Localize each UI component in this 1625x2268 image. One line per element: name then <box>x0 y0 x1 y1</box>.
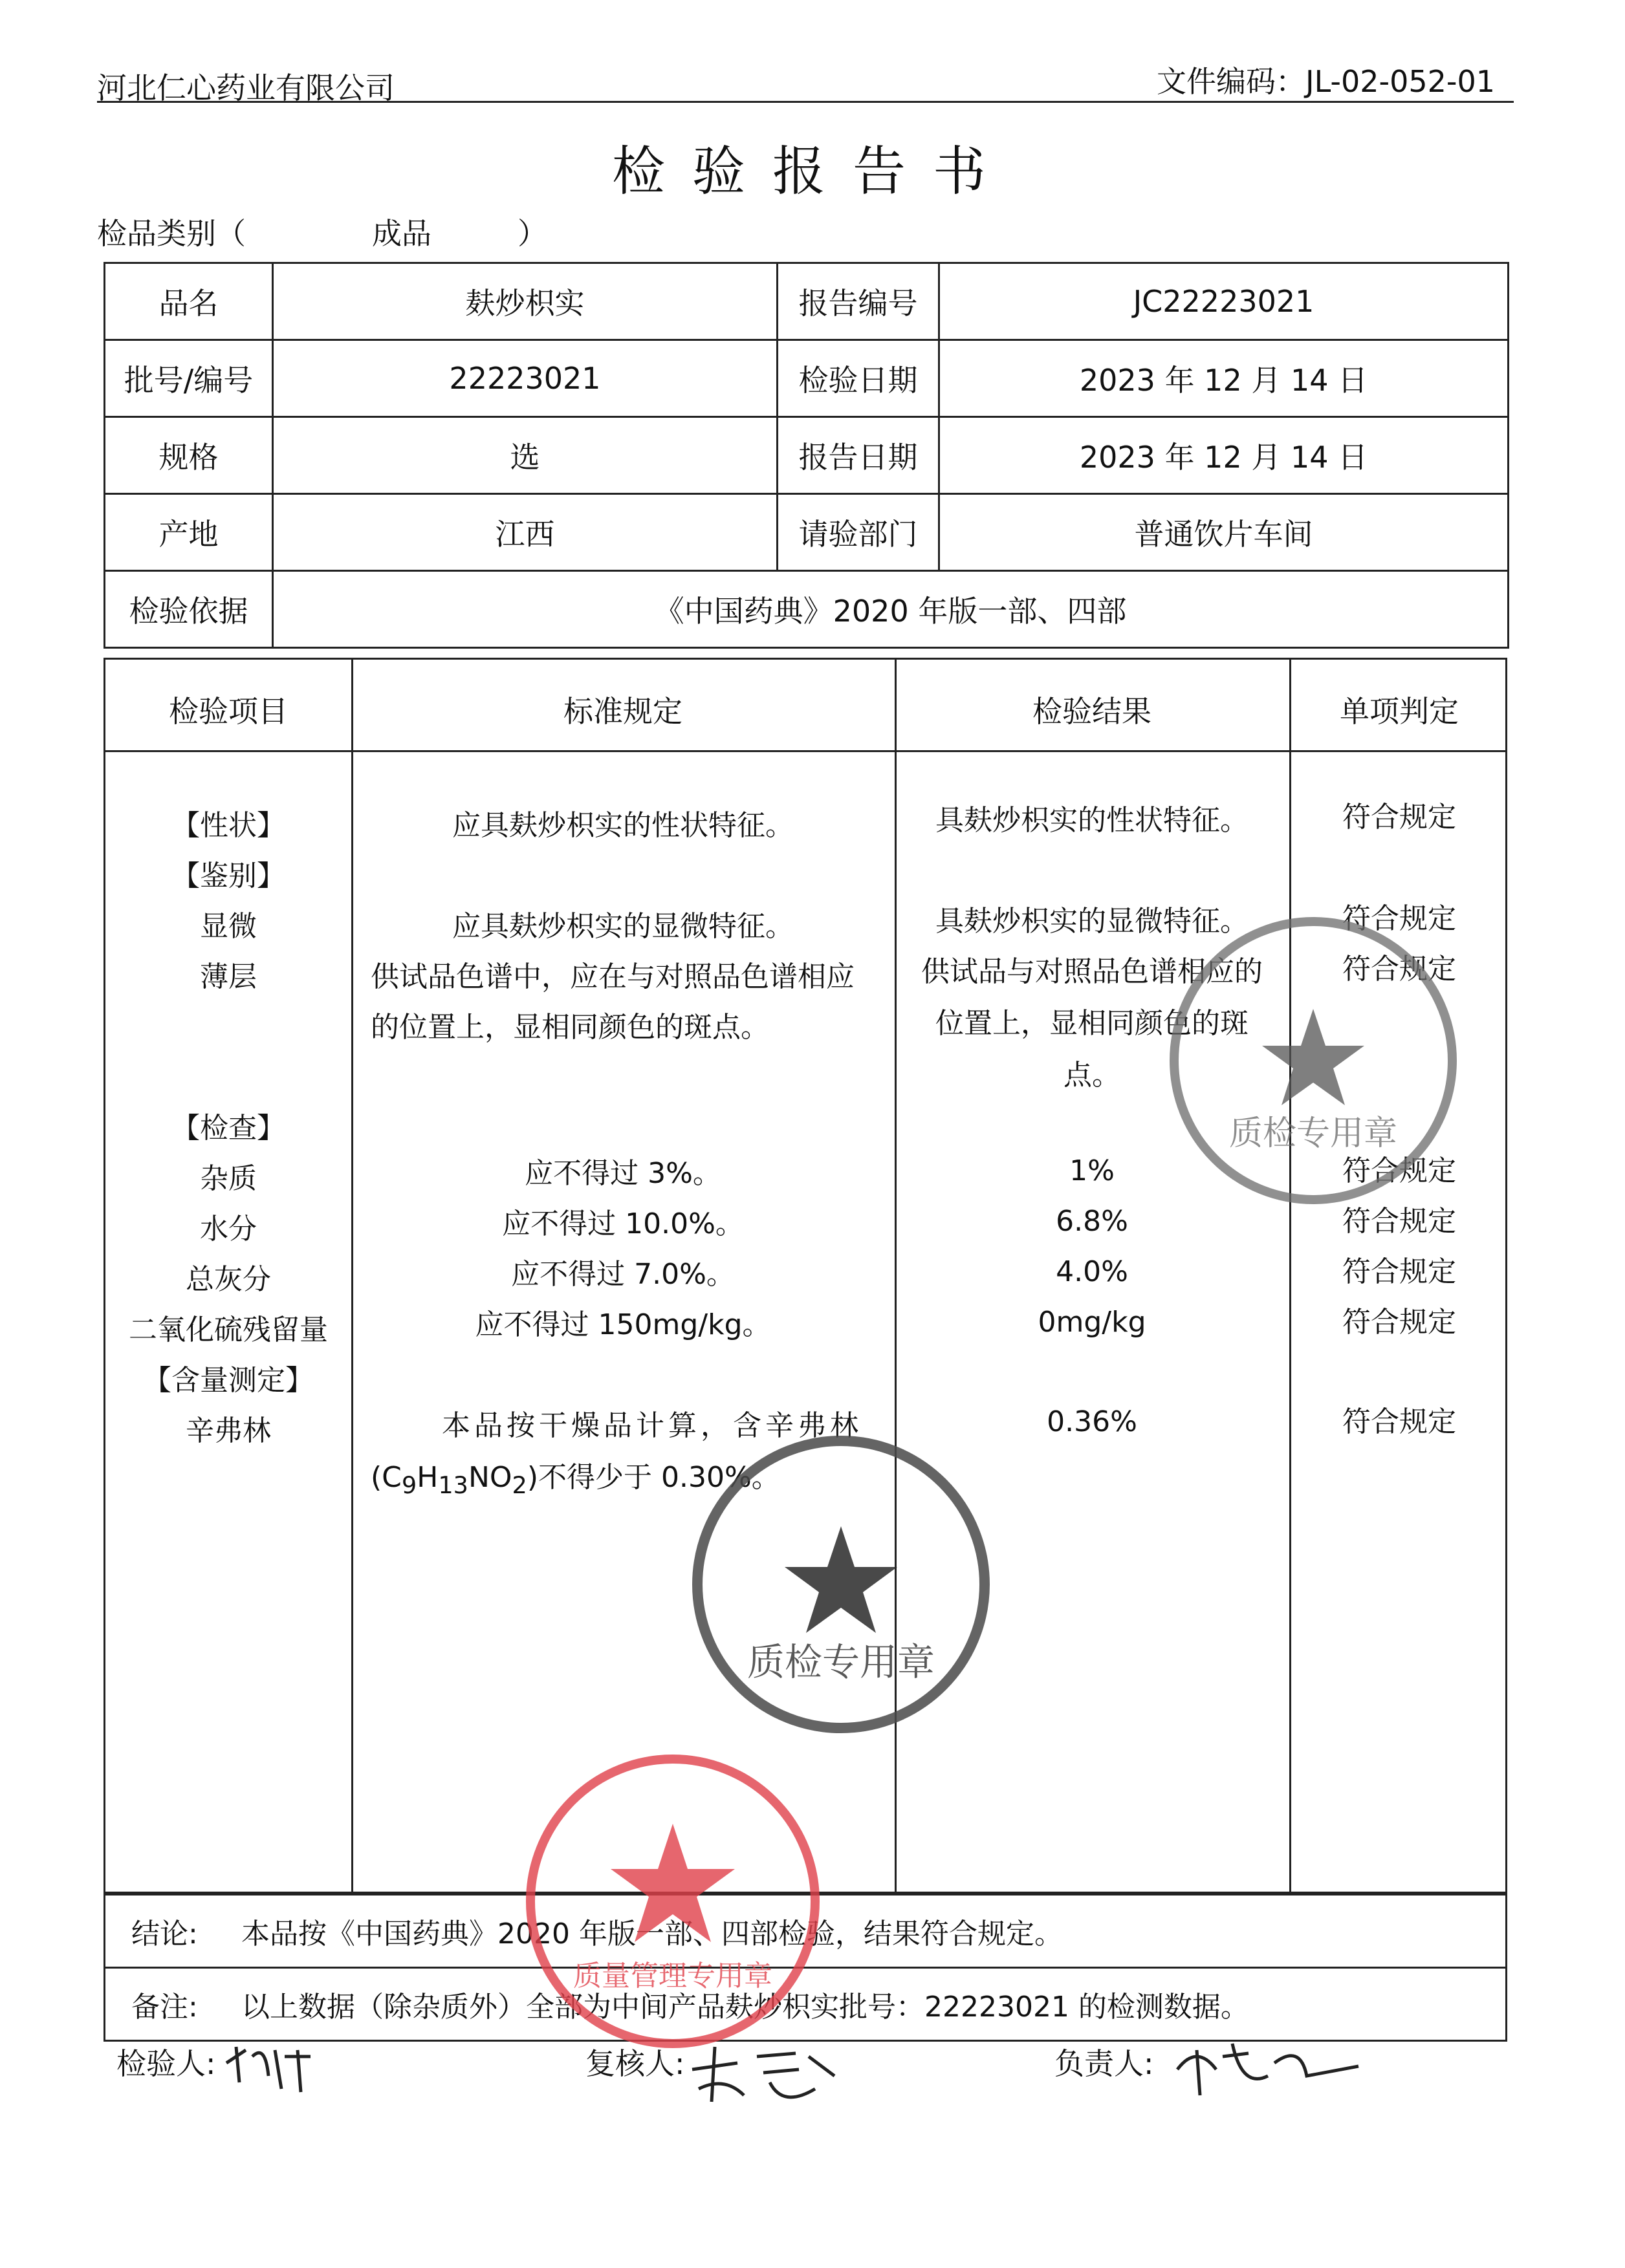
section-jianbie: 【鉴别】 <box>171 859 285 892</box>
shuifen-judge: 符合规定 <box>1342 1205 1456 1238</box>
report-date: 2023 年 12 月 14 日 <box>939 417 1509 494</box>
item-zazhi: 杂质 <box>200 1162 257 1195</box>
dept: 普通饮片车间 <box>939 494 1509 571</box>
xinfulin-result: 0.36% <box>1047 1405 1137 1438</box>
formula-sub: 2 <box>512 1471 527 1499</box>
responsible-signature <box>1171 2031 1365 2102</box>
bocing-result-line3: 点。 <box>1063 1059 1120 1092</box>
conclusion-label: 结论: <box>131 1917 198 1950</box>
formula-part: )不得少于 0.30%。 <box>527 1461 780 1494</box>
zonghuifen-judge: 符合规定 <box>1342 1255 1456 1288</box>
batch-no: 22223021 <box>273 340 778 417</box>
category-close: ） <box>518 216 547 251</box>
category-value: 成品 <box>372 216 431 251</box>
info-table <box>104 262 1509 649</box>
formula-part: NO <box>468 1461 512 1494</box>
inspector-signature <box>220 2037 323 2095</box>
zazhi-result: 1% <box>1069 1154 1115 1187</box>
spec-label: 规格 <box>105 417 273 494</box>
formula-sub: 13 <box>438 1471 468 1499</box>
zonghuifen-standard: 应不得过 7.0%。 <box>511 1258 735 1291</box>
so2-judge: 符合规定 <box>1342 1306 1456 1339</box>
bocing-result-line1: 供试品与对照品色谱相应的 <box>921 955 1263 988</box>
svg-text:质量管理专用章: 质量管理专用章 <box>573 1960 772 1993</box>
xingzhuang-result: 具麸炒枳实的性状特征。 <box>935 804 1249 837</box>
report-date-label: 报告日期 <box>778 417 939 494</box>
col-header-standard: 标准规定 <box>563 694 682 729</box>
inspector-label: 检验人: <box>116 2046 216 2081</box>
category-label: 检品类别（ <box>97 216 246 251</box>
xianwei-standard: 应具麸炒枳实的显微特征。 <box>452 910 794 943</box>
red-quality-seal <box>518 1746 828 2057</box>
section-jiancha: 【检查】 <box>171 1112 285 1145</box>
section-hanliang: 【含量测定】 <box>143 1364 314 1397</box>
header-divider <box>105 750 1505 752</box>
header-rule <box>97 101 1514 103</box>
product-name: 麸炒枳实 <box>273 263 778 340</box>
xianwei-judge: 符合规定 <box>1342 902 1456 935</box>
spec: 选 <box>273 417 778 494</box>
col-header-item: 检验项目 <box>169 694 288 729</box>
origin: 江西 <box>273 494 778 571</box>
zazhi-judge: 符合规定 <box>1342 1154 1456 1187</box>
item-zonghuifen: 总灰分 <box>186 1263 271 1296</box>
bocing-judge: 符合规定 <box>1342 953 1456 986</box>
svg-text:质检专用章: 质检专用章 <box>1228 1114 1398 1153</box>
company-name: 河北仁心药业有限公司 <box>97 70 395 105</box>
section-xingzhuang: 【性状】 <box>171 809 285 842</box>
xingzhuang-judge: 符合规定 <box>1342 801 1456 834</box>
bocing-standard-line2: 的位置上，显相同颜色的斑点。 <box>371 1011 769 1044</box>
conclusion-text: 本品按《中国药典》2020 年版一部、四部检验，结果符合规定。 <box>241 1917 1063 1950</box>
qc-seal-upper <box>1164 912 1462 1209</box>
bocing-standard-line1: 供试品色谱中，应在与对照品色谱相应 <box>371 960 855 993</box>
item-xianwei: 显微 <box>200 910 257 943</box>
formula-part: (C <box>371 1461 402 1494</box>
item-so2-residue: 二氧化硫残留量 <box>129 1313 328 1346</box>
document-code: 文件编码：JL-02-052-01 <box>1157 64 1496 99</box>
so2-result: 0mg/kg <box>1038 1306 1146 1339</box>
remark-text: 以上数据（除杂质外）全部为中间产品麸炒枳实批号：22223021 的检测数据。 <box>241 1991 1249 2024</box>
xinfulin-standard-line1: 本品按干燥品计算，含辛弗林 <box>442 1409 862 1442</box>
product-name-label: 品名 <box>105 263 273 340</box>
zazhi-standard: 应不得过 3%。 <box>525 1157 721 1190</box>
xingzhuang-standard: 应具麸炒枳实的性状特征。 <box>452 809 794 842</box>
basis: 《中国药典》2020 年版一部、四部 <box>273 571 1509 648</box>
item-xinfulin: 辛弗林 <box>186 1414 271 1447</box>
reviewer-label: 复核人: <box>585 2046 685 2081</box>
col-header-result: 检验结果 <box>1032 694 1151 729</box>
inspect-date-label: 检验日期 <box>778 340 939 417</box>
bocing-result-line2: 位置上，显相同颜色的斑 <box>935 1007 1249 1040</box>
xinfulin-judge: 符合规定 <box>1342 1405 1456 1438</box>
dept-label: 请验部门 <box>778 494 939 571</box>
col-header-judge: 单项判定 <box>1340 694 1459 729</box>
item-bocing: 薄层 <box>200 960 257 993</box>
shuifen-result: 6.8% <box>1056 1205 1128 1238</box>
qc-seal-lower <box>686 1429 996 1740</box>
responsible-label: 负责人: <box>1054 2046 1154 2081</box>
remark-label: 备注: <box>131 1991 198 2024</box>
batch-label: 批号/编号 <box>105 340 273 417</box>
formula-part: H <box>417 1461 439 1494</box>
formula-sub: 9 <box>401 1471 417 1499</box>
shuifen-standard: 应不得过 10.0%。 <box>502 1207 744 1240</box>
report-no: JC22223021 <box>939 263 1509 340</box>
svg-text:质检专用章: 质检专用章 <box>747 1640 935 1684</box>
so2-standard: 应不得过 150mg/kg。 <box>475 1308 771 1341</box>
item-shuifen: 水分 <box>200 1213 257 1246</box>
report-no-label: 报告编号 <box>778 263 939 340</box>
inspect-date: 2023 年 12 月 14 日 <box>939 340 1509 417</box>
xianwei-result: 具麸炒枳实的显微特征。 <box>935 905 1249 938</box>
origin-label: 产地 <box>105 494 273 571</box>
zonghuifen-result: 4.0% <box>1056 1255 1128 1288</box>
basis-label: 检验依据 <box>105 571 273 648</box>
page-title: 检验报告书 <box>611 141 1013 202</box>
